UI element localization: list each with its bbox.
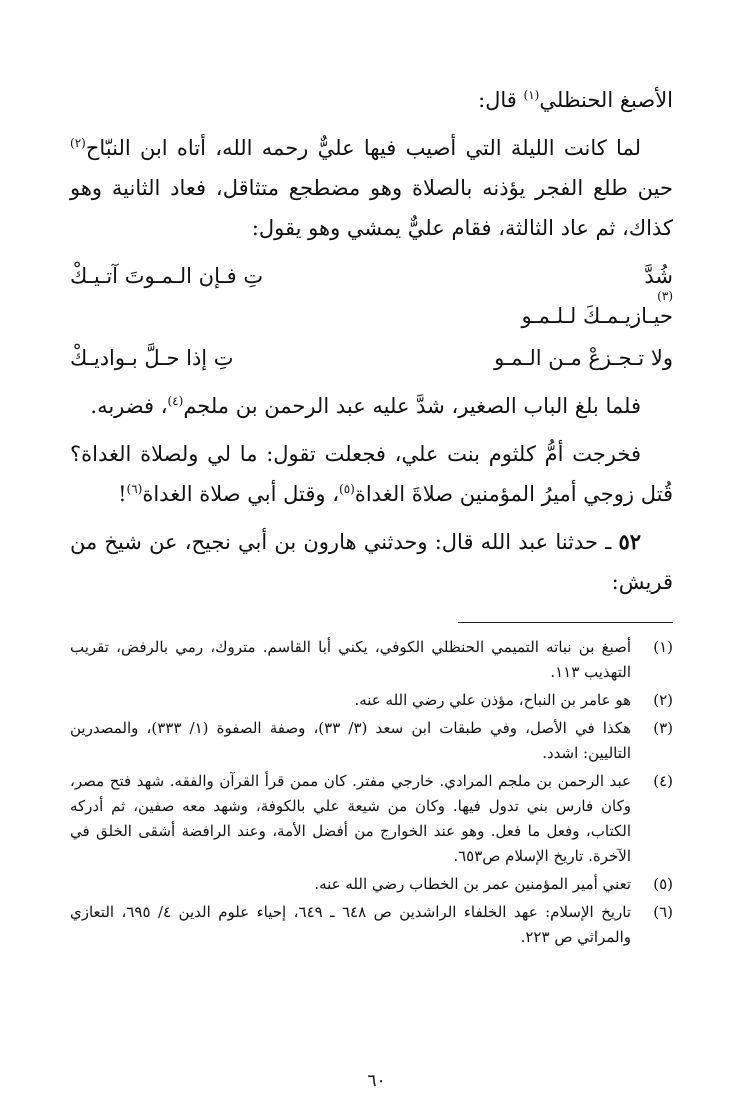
footnote-5 xyxy=(70,872,673,897)
paragraph-2 xyxy=(70,386,673,426)
footnote-2 xyxy=(70,688,673,713)
footnote-text: هو عامر بن النباح، مؤذن علي رضي الله عنه. xyxy=(354,691,631,709)
verse-2-second-hemistich: تِ إذا حـلَّ بـواديـكْ xyxy=(70,346,234,370)
footnote-number: (٢) xyxy=(653,691,673,709)
paragraph-3-tail: ! xyxy=(118,482,127,506)
paragraph-3-mid: ، وقتل أبي صلاة الغداة xyxy=(142,482,340,506)
footnote-number: (٦) xyxy=(653,903,673,921)
paragraph-2-tail: ، فضربه. xyxy=(90,394,168,418)
book-page xyxy=(70,80,673,1083)
footnote-text: تعني أمير المؤمنين عمر بن الخطاب رضي الله عنه. xyxy=(314,875,631,893)
footnote-number: (١) xyxy=(653,638,673,656)
footnote-number: (٣) xyxy=(653,719,673,737)
verse-line-1 xyxy=(70,256,673,336)
verse-1-first-hemistich: شُدَّ (٣) حيـازيـمـكَ لـلـمـو xyxy=(522,256,673,336)
footnote-ref-6[interactable]: (٦) xyxy=(126,482,143,496)
hadith-number: ٥٢ xyxy=(618,529,641,554)
footnote-3 xyxy=(70,716,673,766)
footnote-text: أصبغ بن نباته التميمي الحنظلي الكوفي، يكني أبا القاسم. متروك، رمي بالرفض، تقريب التهذيب ١١٣. xyxy=(70,638,631,681)
verse-line-2 xyxy=(70,338,673,378)
hadith-paragraph xyxy=(70,522,673,602)
paragraph-3 xyxy=(70,434,673,514)
verse-1-second-hemistich: تِ فـإن الـمـوتَ آتـيـكْ xyxy=(70,264,264,288)
footnote-4 xyxy=(70,769,673,869)
paragraph-1 xyxy=(70,128,673,248)
paragraph-1-text: لما كانت الليلة التي أصيب فيها عليٌّ رحمه الله، أتاه ابن النبّاح xyxy=(85,136,641,160)
paragraph-2-text: فلما بلغ الباب الصغير، شدَّ عليه عبد الرحمن بن ملجم xyxy=(183,394,641,418)
footnote-text: هكذا في الأصل، وفي طبقات ابن سعد (٣/ ٣٣)، وصفة الصفوة (١/ ٣٣٣)، والمصدرين التاليين: اشدد. xyxy=(70,719,632,762)
footnote-ref-1[interactable]: (١) xyxy=(523,88,540,102)
footnote-text: تاريخ الإسلام: عهد الخلفاء الراشدين ص ٦٤٨ ـ ٦٤٩، إحياء علوم الدين ٤/ ٦٩٥، التعازي والمراثي ص ٢٢٣. xyxy=(70,903,631,946)
footnote-ref-4[interactable]: (٤) xyxy=(167,394,184,408)
footnote-text: عبد الرحمن بن ملجم المرادي. خارجي مفتر. كان ممن قرأ القرآن والفقه. شهد فتح مصر، وكان فارس بني تدول فيها. وكان من شيعة علي بالكوفة، وشهد معه صفين، ثم أدركه الكتاب، وفعل ما فعل. وهو عند الخوارج من أفضل الأمة، وعند الرافضة أشقى الخلق في الآخرة. تاريخ الإسلام ص٦٥٣. xyxy=(70,772,631,865)
paragraph-3-text: فخرجت أمُّ كلثوم بنت علي، فجعلت تقول: ما لي ولصلاة الغداة؟ قُتل زوجي أميرُ المؤمنين صلاةَ الغداة xyxy=(70,442,673,506)
footnote-number: (٥) xyxy=(653,875,673,893)
verse-2-first-hemistich: ولا تـجـزعْ مـن الـمـو xyxy=(494,346,673,370)
intro-text: الأصبغ الحنظلي xyxy=(539,88,673,112)
verse-1-first-rest: حيـازيـمـكَ لـلـمـو xyxy=(521,304,673,328)
verse-1-first-word: شُدَّ xyxy=(644,264,673,288)
footnote-6 xyxy=(70,900,673,950)
footnotes xyxy=(70,635,673,950)
footnote-number: (٤) xyxy=(653,772,673,790)
intro-line xyxy=(70,80,673,120)
paragraph-1-tail: حين طلع الفجر يؤذنه بالصلاة وهو مضطجع متثاقل، فعاد الثانية وهو كذاك، ثم عاد الثالثة، فقام عليٌّ يمشي وهو يقول: xyxy=(70,176,673,240)
footnote-ref-5[interactable]: (٥) xyxy=(339,482,355,496)
footnote-ref-2[interactable]: (٢) xyxy=(70,136,86,150)
footnote-1 xyxy=(70,635,673,685)
page-number: ٦٠ xyxy=(367,1071,386,1091)
hadith-text: ـ حدثنا عبد الله قال: وحدثني هارون بن أبي نجيح، عن شيخ من قريش: xyxy=(70,530,673,594)
intro-tail: قال: xyxy=(478,88,524,112)
footnote-separator xyxy=(458,622,673,623)
